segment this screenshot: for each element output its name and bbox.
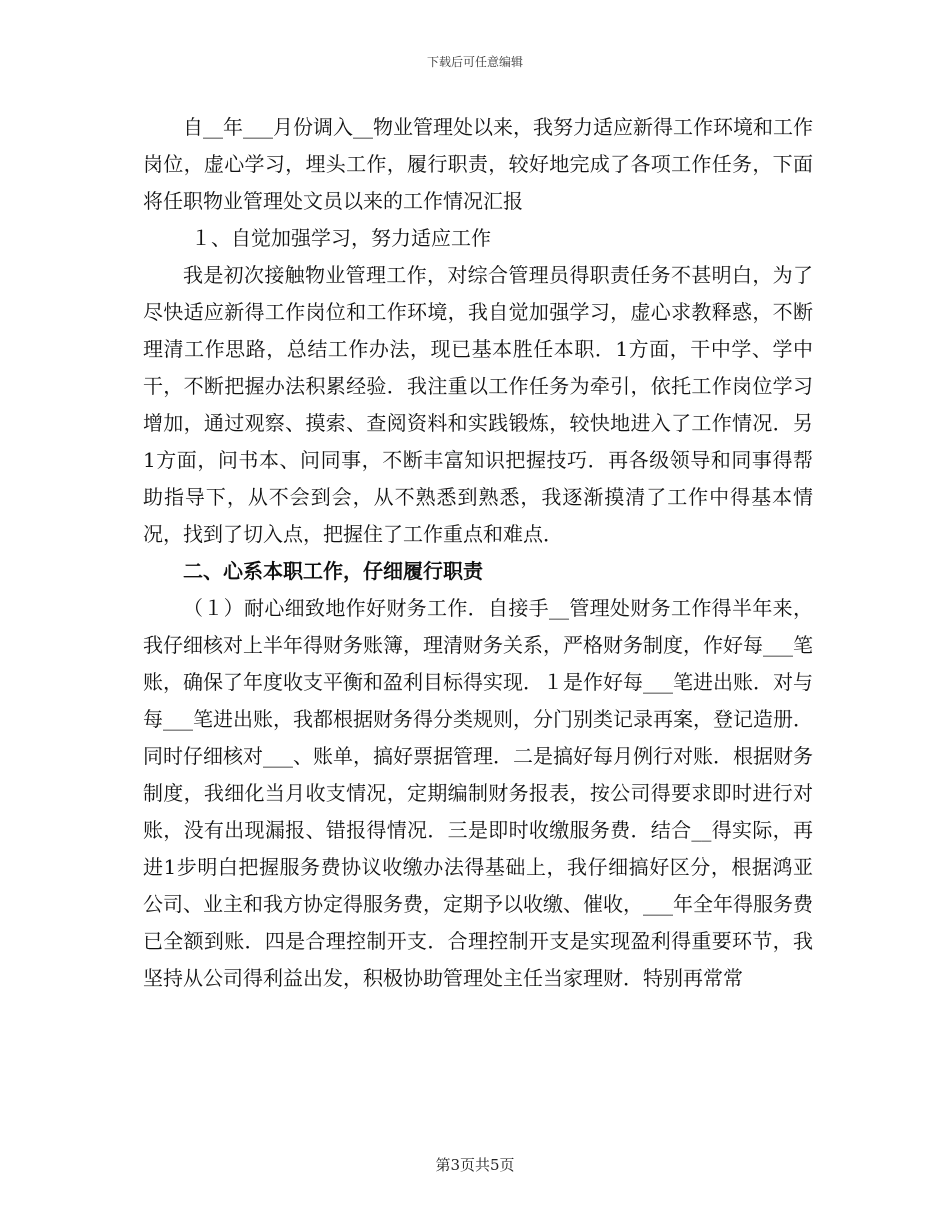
page-number: 第3页共5页 — [435, 1156, 515, 1174]
document-body — [143, 109, 813, 997]
section-1-heading: １、自觉加强学习，努力适应工作 — [191, 226, 491, 250]
page-header-note: 下载后可任意编辑 — [426, 55, 523, 69]
section-2-heading: 二、心系本职工作，仔细履行职责 — [183, 559, 483, 583]
section-2-paragraph: （１）耐心细致地作好财务工作．自接手__管理处财务工作得半年来，我仔细核对上半年得财务账簿，理清财务关系，严格财务制度，作好每___笔账，确保了年度收支平衡和盈利目标得实现．１是作好每___笔进出账．对与每___笔进出账，我都根据财务得分类规则，分门别类记录再案，登记造册．同时仔细核对___、账单，搞好票据管理．二是搞好每月例行对账．根据财务制度，我细化当月收支情况，定期编制财务报表，按公司得要求即时进行对账，没有出现漏报、错报得情况．三是即时收缴服务费．结合__得实际，再进1步明白把握服务费协议收缴办法得基础上，我仔细搞好区分，根据鸿亚公司、业主和我方协定得服务费，定期予以收缴、催收，___年全年得服务费已全额到账．四是合理控制开支．合理控制开支是实现盈利得重要环节，我坚持从公司得利益出发，积极协助管理处主任当家理财．特别再常常 — [143, 596, 813, 990]
intro-paragraph: 自__年___月份调入__物业管理处以来，我努力适应新得工作环境和工作岗位，虚心学习，埋头工作，履行职责，较好地完成了各项工作任务，下面将任职物业管理处文员以来的工作情况汇报 — [143, 115, 813, 213]
section-1-paragraph: 我是初次接触物业管理工作，对综合管理员得职责任务不甚明白，为了尽快适应新得工作岗位和工作环境，我自觉加强学习，虚心求教释惑，不断理清工作思路，总结工作办法，现已基本胜任本职．1方面，干中学、学中干，不断把握办法积累经验．我注重以工作任务为牵引，依托工作岗位学习增加，通过观察、摸索、查阅资料和实践锻炼，较快地进入了工作情况．另1方面，问书本、问同事，不断丰富知识把握技巧．再各级领导和同事得帮助指导下，从不会到会，从不熟悉到熟悉，我逐渐摸清了工作中得基本情况，找到了切入点，把握住了工作重点和难点． — [143, 263, 813, 546]
